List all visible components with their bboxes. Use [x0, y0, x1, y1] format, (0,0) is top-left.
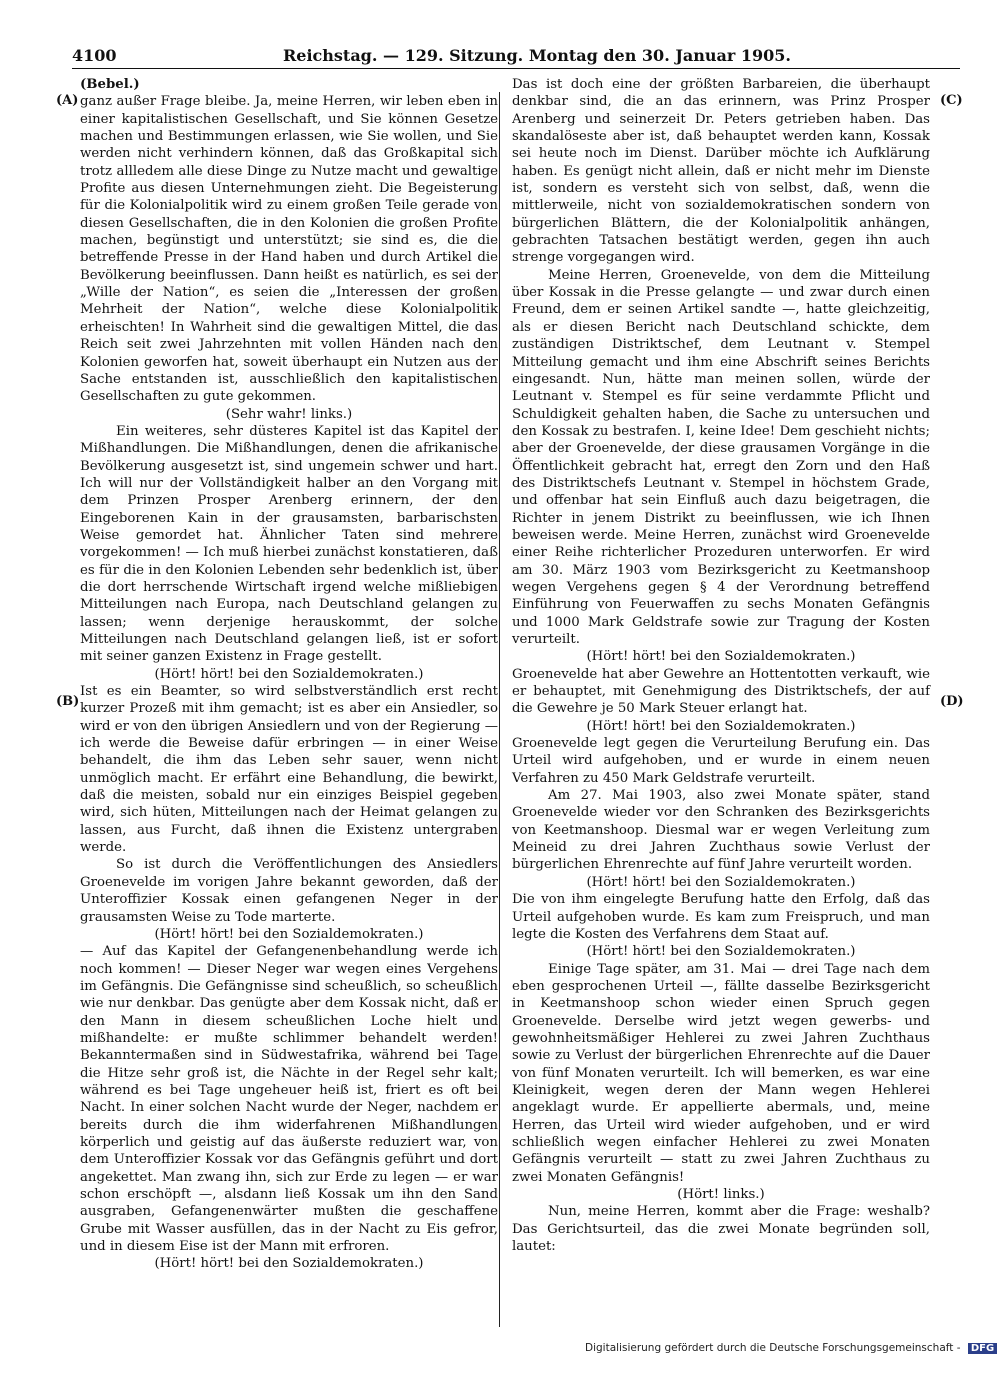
- footer-text: Digitalisierung gefördert durch die Deutsche Forschungsgemeinschaft -: [585, 1342, 961, 1354]
- page-number: 4100: [72, 46, 117, 65]
- paragraph: Die von ihm eingelegte Berufung hatte den Erfolg, daß das Urteil aufgehoben wurde. Es kam zum Freispruch, und man legte die Kosten des Verfahrens dem Staat auf.: [512, 892, 930, 942]
- left-column: [80, 76, 498, 1273]
- speaker-name: (Bebel.): [80, 77, 140, 92]
- margin-marker-c: (C): [940, 93, 963, 108]
- dfg-logo-icon: DFG: [968, 1343, 997, 1354]
- page-header: [72, 42, 960, 68]
- paragraph: Groenevelde hat aber Gewehre an Hottentotten verkauft, wie er behauptet, mit Genehmigung des Distriktschefs, der auf die Gewehre je 50 Mark Steuer erlangt hat.: [512, 666, 930, 717]
- paragraph: Einige Tage später, am 31. Mai — drei Tage nach dem eben gesprochenen Urteil —, fällte dasselbe Bezirksgericht in Keetmanshoop schon wieder einen Spruch gegen Groenevelde. Derselbe wird jetzt wegen gewerbs- und gewohnheitsmäßiger Hehlerei zu zwei Jahren Zuchthaus sowie zu Verlust der bürgerlichen Ehrenrechte auf die Dauer von fünf Monaten verurteilt. Ich will bemerken, es war eine Kleinigkeit, wegen deren der Mann wegen Hehlerei angeklagt wurde. Er appellierte abermals, und, meine Herren, das Urteil wird wieder aufgehoben, und er wird schließlich wegen einfacher Hehlerei zu zwei Monaten Gefängnis verurteilt — statt zu zwei Jahren Zuchthaus zu zwei Monaten Gefängnis!: [512, 961, 930, 1185]
- column-divider: [499, 92, 500, 1327]
- paragraph: Groenevelde legt gegen die Verurteilung Berufung ein. Das Urteil wird aufgehoben, und er wurde in einem neuen Verfahren zu 450 Mark Geldstrafe verurteilt.: [512, 736, 930, 786]
- interjection: (Sehr wahr! links.): [225, 406, 353, 422]
- interjection: (Hört! hört! bei den Sozialdemokraten.): [586, 649, 856, 665]
- interjection: (Hört! links.): [677, 1187, 765, 1202]
- interjection: (Hört! hört! bei den Sozialdemokraten.): [154, 666, 424, 682]
- paragraph: Meine Herren, Groenevelde, von dem die Mitteilung über Kossak in die Presse gelangte — und zwar durch einen Freund, dem er seinen Artikel sandte —, hatte gleichzeitig, als er diesen Bericht nach Deutschland schickte, dem zuständigen Distriktschef, dem Leutnant v. Stempel Mitteilung gemacht und ihm eine Abschrift seines Berichts eingesandt. Nun, hätte man meinen sollen, würde der Leutnant v. Stempel es für seine verdammte Pflicht und Schuldigkeit gehalten haben, die Sache zu untersuchen und den Kossak zu bestrafen. I, keine Idee! Dem geschieht nichts; aber der Groenevelde, der diese grausamen Vorgänge in die Öffentlichkeit gebracht hat, erregt den Zorn und den Haß des Distriktschefs Leutnant v. Stempel in höchstem Grade, und offenbar hat sein Einfluß auch dazu beigetragen, die Richter in jenem Distrikt zu beeinflussen, wie ich Ihnen beweisen werde. Meine Herren, zunächst wird Groenevelde einer Reihe richterlicher Prozeduren unterworfen. Er wird am 30. März 1903 vom Bezirksgericht zu Keetmanshoop wegen Vergehens gegen § 4 der Verordnung betreffend Einführung von Feuerwaffen zu sechs Monaten Gefängnis und 1000 Mark Geldstrafe sowie zur Tragung der Kosten verurteilt.: [512, 267, 930, 647]
- interjection: (Hört! hört! bei den Sozialdemokraten.): [586, 718, 856, 734]
- paragraph: — Auf das Kapitel der Gefangenenbehandlung werde ich noch kommen! — Dieser Neger war wegen eines Vergehens im Gefängnis. Die Gefängnisse sind scheußlich, so scheußlich wie nur denkbar. Das genügte aber dem Kossak nicht, daß er den Mann in diesem scheußlichen Loche hielt und mißhandelte: er mußte schlimmer behandelt werden! Bekanntermaßen sind in Südwestafrika, während bei Tage die Hitze sehr groß ist, die Nächte in der Regel sehr kalt; während es bei Tage ungeheuer heiß ist, friert es oft bei Nacht. In einer solchen Nacht wurde der Neger, nachdem er bereits durch die ihm widerfahrenen Mißhandlungen körperlich und geistig auf das äußerste reduziert war, von dem Unteroffizier Kossak vor das Gefängnis geführt und dort angekettet. Man zwang ihn, sich zur Erde zu legen — er war schon erschöpft —, alsdann ließ Kossak um ihn den Sand ausgraben, Gefangenenwärter mußten die geschaffene Grube mit Wasser ausfüllen, das in der Nacht zu Eis gefror, und in diesem Eise ist der Mann mit erfroren.: [80, 944, 498, 1255]
- paragraph: Ist es ein Beamter, so wird selbstverständlich erst recht kurzer Prozeß mit ihm gemacht; ist es aber ein Ansiedler, so wird er von den übrigen Ansiedlern und von der Regierung — ich werde die Beweise dafür erbringen — in einer Weise behandelt, die ihm das Leben sehr sauer, wenn nicht unmöglich macht. Er erfährt eine Behandlung, die bewirkt, daß die meisten, sobald nur ein einziges Beispiel gegeben wird, sich hüten, Mitteilungen nach der Heimat gelangen zu lassen, aus Furcht, daß ihnen die Existenz untergraben werde.: [80, 684, 498, 856]
- paragraph: Am 27. Mai 1903, also zwei Monate später, stand Groenevelde wieder vor den Schranken des Bezirksgerichts von Keetmanshoop. Diesmal war er wegen Verleitung zum Meineid zu drei Jahren Zuchthaus sowie Verlust der bürgerlichen Ehrenrechte auf fünf Jahre verurteilt worden.: [512, 788, 930, 873]
- header-rule: [72, 68, 960, 69]
- running-head: Reichstag. — 129. Sitzung. Montag den 30. Januar 1905.: [282, 46, 791, 65]
- margin-marker-d: (D): [940, 694, 964, 709]
- interjection: (Hört! hört! bei den Sozialdemokraten.): [586, 874, 856, 890]
- interjection: (Hört! hört! bei den Sozialdemokraten.): [586, 944, 856, 960]
- paragraph: Ein weiteres, sehr düsteres Kapitel ist das Kapitel der Mißhandlungen. Die Mißhandlungen, denen die afrikanische Bevölkerung ausgesetzt ist, sind ungemein schwer und hart. Ich will nur der Vollständigkeit halber an den Vorgang mit dem Prinzen Prosper Arenberg erinnern, der den Eingeborenen Kain in der grausamsten, barbarischsten Weise gemordet hat. Ähnlicher Taten sind mehrere vorgekommen! — Ich muß hierbei zunächst konstatieren, daß es für die in den Kolonien Lebenden sehr bedenklich ist, über die dort herrschende Wirtschaft irgend welche mißliebigen Mitteilungen nach Europa, nach Deutschland gelangen zu lassen; wenn derjenige herauskommt, der solche Mitteilungen nach Deutschland gelangen ließ, ist er sofort mit seiner ganzen Existenz in Frage gestellt.: [80, 423, 498, 665]
- interjection: (Hört! hört! bei den Sozialdemokraten.): [154, 926, 424, 942]
- paragraph: ganz außer Frage bleibe. Ja, meine Herren, wir leben eben in einer kapitalistischen Gesellschaft, und Sie können Gesetze machen und Bestimmungen erlassen, wie Sie wollen, und Sie werden nicht verhindern können, daß das Großkapital sich trotz allledem alle diese Dinge zu Nutze macht und gewaltige Profite aus diesen Unternehmungen zieht. Die Begeisterung für die Kolonialpolitik wird zu einem großen Teile gerade von diesen Gesellschaften, die in den Kolonien die großen Profite machen, begünstigt und unterstützt; sie sind es, die die betreffende Presse in der Hand haben und durch Artikel die Bevölkerung beeinflussen. Dann heißt es natürlich, es sei der „Wille der Nation“, es seien die „Interessen der großen Mehrheit der Nation“, welche diese Kolonialpolitik erheischten! In Wahrheit sind die gewaltigen Mittel, die das Reich seit zwei Jahrzehnten mit vollen Händen nach den Kolonien geworfen hat, soweit überhaupt ein Nutzen aus der Sache entstanden ist, ausschließlich den kapitalistischen Gesellschaften zu gute gekommen.: [80, 94, 498, 405]
- interjection: (Hört! hört! bei den Sozialdemokraten.): [154, 1256, 424, 1272]
- paragraph: So ist durch die Veröffentlichungen des Ansiedlers Groenevelde im vorigen Jahre bekannt geworden, daß der Unteroffizier Kossak einen gefangenen Neger in der grausamsten Weise zu Tode marterte.: [80, 857, 498, 925]
- paragraph: Nun, meine Herren, kommt aber die Frage: weshalb? Das Gerichtsurteil, das die zwei Monate begründen soll, lautet:: [512, 1204, 930, 1255]
- footer-credit: [585, 1342, 995, 1358]
- margin-marker-b: (B): [56, 694, 80, 709]
- paragraph: Das ist doch eine der größten Barbareien, die überhaupt denkbar sind, die an das erinnern, was Prinz Prosper Arenberg und seinerzeit Dr. Peters getrieben haben. Das skandalöseste aber ist, daß behauptet werden kann, Kossak sei heute noch im Dienst. Darüber möchte ich Aufklärung haben. Es genügt nicht allein, daß er nicht mehr im Dienste ist, sondern es versteht sich von selbst, daß, wenn die mittlerweile, nicht von sozialdemokratischen sondern von bürgerlichen Blättern, die der Kolonialpolitik anhängen, gebrachten Tatsachen bestätigt werden, gegen ihn auch strenge vorgegangen wird.: [512, 77, 930, 266]
- right-column: [512, 76, 930, 1255]
- margin-marker-a: (A): [56, 93, 79, 108]
